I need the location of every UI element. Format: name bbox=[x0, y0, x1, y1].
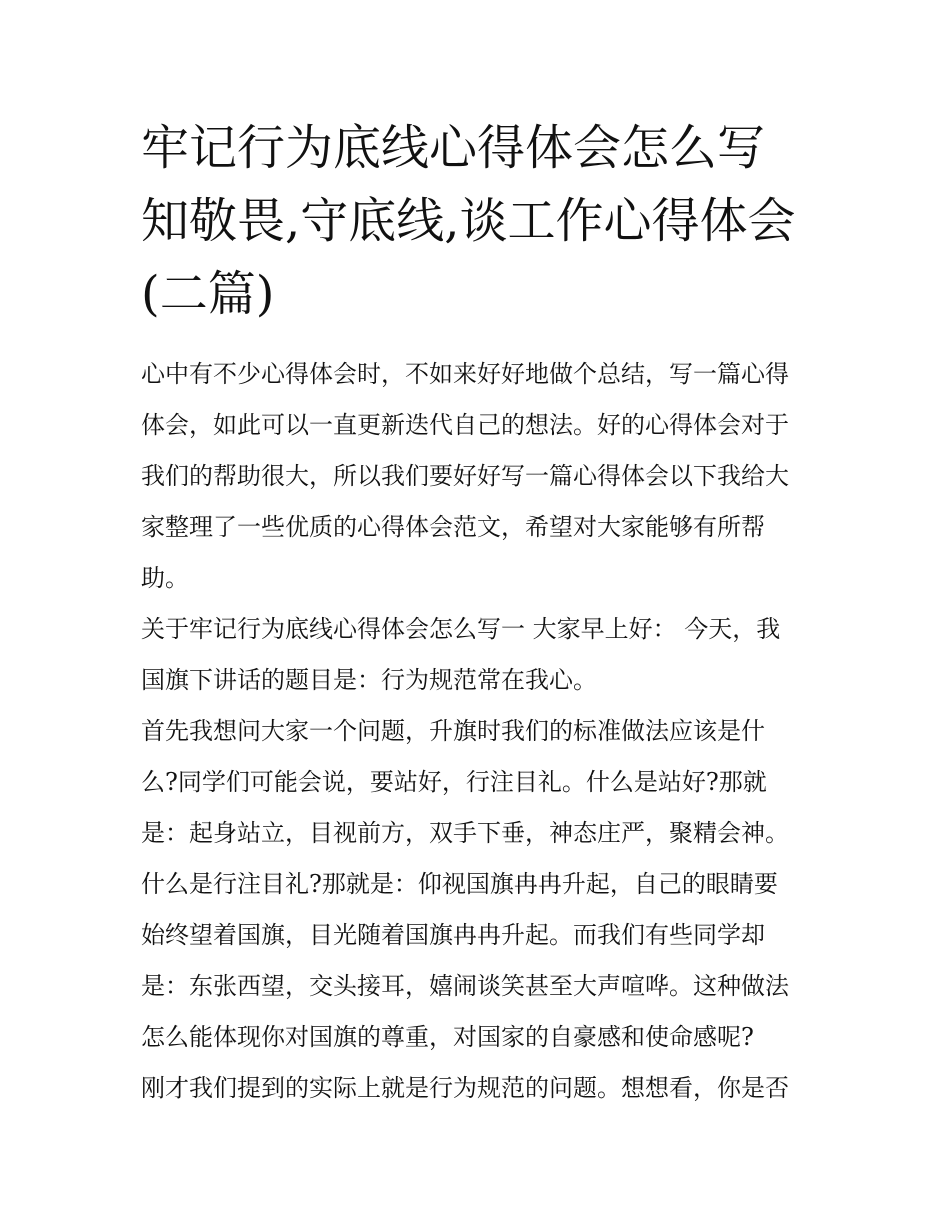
body-line: 是：东张西望，交头接耳，嬉闹谈笑甚至大声喧哗。这种做法 bbox=[141, 972, 789, 1000]
document-content bbox=[141, 112, 813, 1114]
body-line: 国旗下讲话的题目是：行为规范常在我心。 bbox=[141, 666, 597, 694]
body-line: 是：起身站立，目视前方，双手下垂，神态庄严，聚精会神。 bbox=[141, 819, 789, 847]
body-line: 怎么能体现你对国旗的尊重，对国家的自豪感和使命感呢? bbox=[141, 1023, 754, 1051]
document-title bbox=[141, 112, 813, 331]
body-line: 体会，如此可以一直更新迭代自己的想法。好的心得体会对于 bbox=[141, 411, 789, 439]
body-line: 家整理了一些优质的心得体会范文，希望对大家能够有所帮 bbox=[141, 513, 765, 541]
body-line: 关于牢记行为底线心得体会怎么写一 大家早上好： 今天，我 bbox=[141, 615, 781, 643]
title-line-1: 牢记行为底线心得体会怎么写 bbox=[141, 120, 766, 176]
body-line: 刚才我们提到的实际上就是行为规范的问题。想想看，你是否 bbox=[141, 1074, 789, 1102]
body-line: 助。 bbox=[141, 564, 189, 592]
document-body bbox=[141, 349, 813, 1114]
title-line-3: (二篇) bbox=[141, 266, 275, 322]
body-line: 始终望着国旗，目光随着国旗冉冉升起。而我们有些同学却 bbox=[141, 921, 765, 949]
body-line: 我们的帮助很大，所以我们要好好写一篇心得体会以下我给大 bbox=[141, 462, 789, 490]
title-line-2: 知敬畏,守底线,谈工作心得体会 bbox=[141, 193, 796, 249]
body-line: 首先我想问大家一个问题，升旗时我们的标准做法应该是什 bbox=[141, 717, 765, 745]
body-line: 什么是行注目礼?那就是：仰视国旗冉冉升起，自己的眼睛要 bbox=[141, 870, 778, 898]
body-line: 心中有不少心得体会时，不如来好好地做个总结，写一篇心得 bbox=[141, 360, 789, 388]
body-line: 么?同学们可能会说，要站好，行注目礼。什么是站好?那就 bbox=[141, 768, 767, 796]
